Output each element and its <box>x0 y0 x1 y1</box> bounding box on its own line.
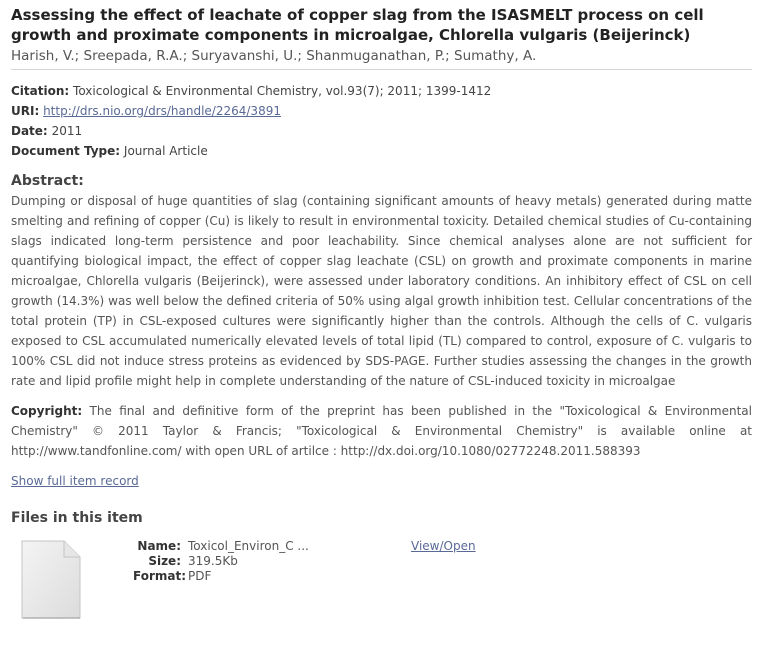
item-title: Assessing the effect of leachate of copper slag from the ISASMELT process on cell growth and proximate components in microalgae, Chlorella vulgaris (Beijerinck) <box>11 6 704 44</box>
file-format-label: Format: <box>133 569 187 583</box>
uri-row <box>11 101 752 121</box>
files-heading: Files in this item <box>11 510 143 526</box>
file-list-item <box>11 537 752 647</box>
date-label: Date: <box>11 124 48 138</box>
item-metadata <box>11 81 752 161</box>
show-full-record-link[interactable]: Show full item record <box>11 474 139 488</box>
file-name-label: Name: <box>137 539 181 553</box>
citation-row <box>11 81 752 101</box>
document-type-value: Journal Article <box>123 144 208 158</box>
document-type-label: Document Type: <box>11 144 121 158</box>
file-format-value: PDF <box>188 569 212 583</box>
copyright-text: The final and definitive form of the preprint has been published in the "Toxicological & Environmental Chemistry" © 2011 Taylor & Francis; "Toxicological & Environmental Chemistry" is available online at http://www.tandfonline.com/ with open URL of artilce : http://dx.doi.org/10.1080/02772248.2011.588393 <box>11 404 752 458</box>
date-row <box>11 121 752 141</box>
uri-link[interactable]: http://drs.nio.org/drs/handle/2264/3891 <box>43 104 281 118</box>
file-name-row <box>133 539 309 554</box>
file-properties <box>133 539 309 584</box>
file-size-label: Size: <box>148 554 181 568</box>
view-open-link[interactable]: View/Open <box>411 539 476 553</box>
uri-label: URI: <box>11 104 40 118</box>
copyright-label: Copyright: <box>11 404 83 418</box>
abstract-heading: Abstract: <box>11 173 84 189</box>
date-value: 2011 <box>51 124 83 138</box>
file-name-value: Toxicol_Environ_C ... <box>188 539 309 553</box>
file-size-value: 319.5Kb <box>188 554 238 568</box>
file-format-row <box>133 569 309 584</box>
document-icon[interactable] <box>20 540 82 620</box>
file-size-row <box>133 554 309 569</box>
citation-value: Toxicological & Environmental Chemistry, vol.93(7); 2011; 1399-1412 <box>73 84 492 98</box>
abstract-text: Dumping or disposal of huge quantities of slag (containing significant amounts of heavy metals) generated during matte smelting and refining of copper (Cu) is likely to result in environmental toxicity. Detailed chemical studies of Cu-containing slags indicated long-term persistence and poor leachability. Since chemical analyses alone are not sufficient for quantifying biological impact, the effect of copper slag leachate (CSL) on growth and proximate components in marine microalgae, Chlorella vulgaris (Beijerinck), were assessed under laboratory conditions. An inhibitory effect of CSL on cell growth (14.3%) was well below the defined criteria of 50% using algal growth inhibition test. Cellular concentrations of the total protein (TP) in CSL-exposed cultures were significantly higher than the controls. Although the cells of C. vulgaris exposed to CSL accumulated numerically elevated levels of total lipid (TL) compared to control, exposure of C. vulgaris to 100% CSL did not induce stress proteins as evidenced by SDS-PAGE. Further studies assessing the changes in the growth rate and lipid profile might help in complete understanding of the nature of CSL-induced toxicity in microalgae <box>11 194 752 388</box>
title-divider <box>11 69 752 70</box>
copyright-block <box>11 401 752 461</box>
citation-label: Citation: <box>11 84 70 98</box>
item-authors: Harish, V.; Sreepada, R.A.; Suryavanshi, U.; Shanmuganathan, P.; Sumathy, A. <box>11 48 537 64</box>
document-type-row <box>11 141 752 161</box>
